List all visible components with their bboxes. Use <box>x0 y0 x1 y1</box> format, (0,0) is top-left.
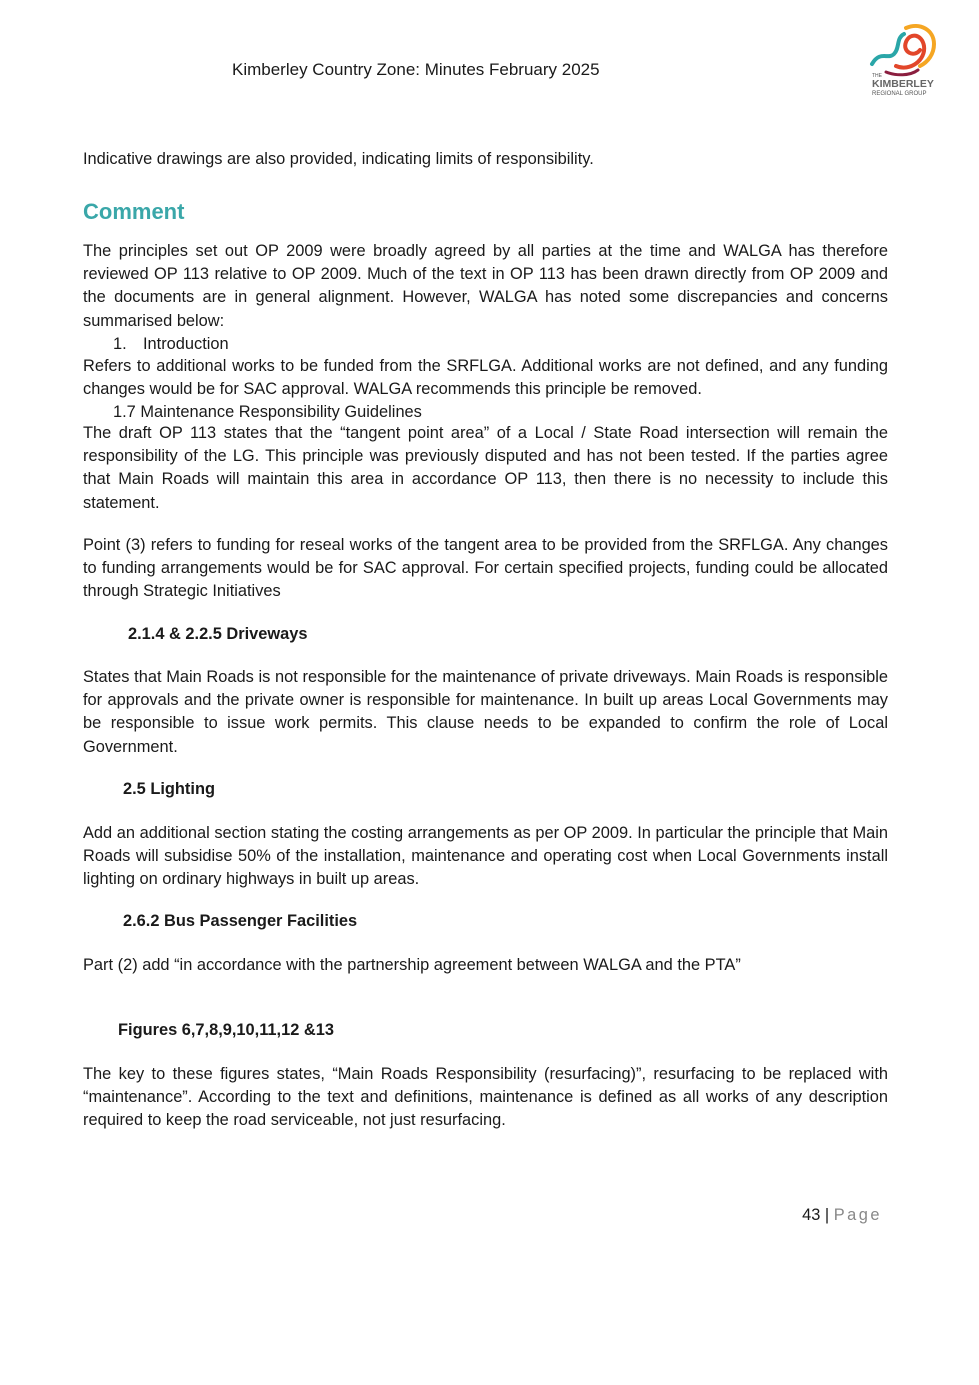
figures-heading: Figures 6,7,8,9,10,11,12 &13 <box>118 1021 334 1039</box>
logo-swirl-icon <box>866 20 942 80</box>
bus-facilities-heading: 2.6.2 Bus Passenger Facilities <box>123 912 358 930</box>
driveways-heading: 2.1.4 & 2.2.5 Driveways <box>128 625 308 643</box>
point-3-paragraph: Point (3) refers to funding for reseal works of the tangent area to be provided from the SRFLGA. Any changes to funding arrangements would be for SAC approval. For certain specified projects, funding could be allocated through Strategic Initiatives <box>83 536 888 601</box>
page-footer <box>802 1206 882 1225</box>
comment-paragraph-1: The principles set out OP 2009 were broadly agreed by all parties at the time and WALGA has therefore reviewed OP 113 relative to OP 2009. Much of the text in OP 113 has been drawn directly from OP 2009 and the documents are in general alignment. However, WALGA has noted some discrepancies and concerns summarised below: <box>83 242 888 330</box>
figures-paragraph: The key to these figures states, “Main Roads Responsibility (resurfacing)”, resurfacing to be replaced with “maintenance”. According to the text and definitions, maintenance is defined as all works of any description required to keep the road serviceable, not just resurfacing. <box>83 1065 888 1130</box>
introduction-paragraph: Refers to additional works to be funded from the SRFLGA. Additional works are not defined, and any funding changes would be for SAC approval. WALGA recommends this principle be removed. <box>83 357 888 399</box>
list-item-2-label: 1.7 Maintenance Responsibility Guidelines <box>113 403 422 421</box>
logo-main-text: KIMBERLEY <box>872 78 934 90</box>
logo-small-text: THE <box>872 73 882 79</box>
bus-facilities-paragraph: Part (2) add “in accordance with the partnership agreement between WALGA and the PTA” <box>83 956 741 974</box>
kimberley-regional-group-logo <box>866 20 942 102</box>
lighting-heading: 2.5 Lighting <box>123 780 215 798</box>
list-item-1-number: 1. <box>113 335 127 353</box>
logo-sub-text: REGIONAL GROUP <box>872 91 927 97</box>
comment-heading: Comment <box>83 199 185 224</box>
intro-paragraph: Indicative drawings are also provided, indicating limits of responsibility. <box>83 150 594 168</box>
list-item-1-label: Introduction <box>143 335 229 353</box>
lighting-paragraph: Add an additional section stating the costing arrangements as per OP 2009. In particular the principle that Main Roads will subsidise 50% of the installation, maintenance and operating cost when Local Governments install lighting on ordinary highways in built up areas. <box>83 824 888 889</box>
maintenance-paragraph: The draft OP 113 states that the “tangent point area” of a Local / State Road intersection will remain the responsibility of the LG. This principle was previously disputed and has not been tested. If the parties agree that Main Roads will maintain this area in accordance OP 113, then there is no necessity to include this statement. <box>83 424 888 512</box>
header-title: Kimberley Country Zone: Minutes February 2025 <box>232 60 600 79</box>
page-number: 43 <box>802 1206 821 1224</box>
page-separator: | <box>824 1206 830 1224</box>
page-label: Page <box>833 1206 882 1224</box>
driveways-paragraph: States that Main Roads is not responsible for the maintenance of private driveways. Main Roads is responsible for approvals and the private owner is responsible for maintenance. In built up areas Local Governments may be responsible to issue work permits. This clause needs to be expanded to confirm the role of Local Government. <box>83 668 888 756</box>
